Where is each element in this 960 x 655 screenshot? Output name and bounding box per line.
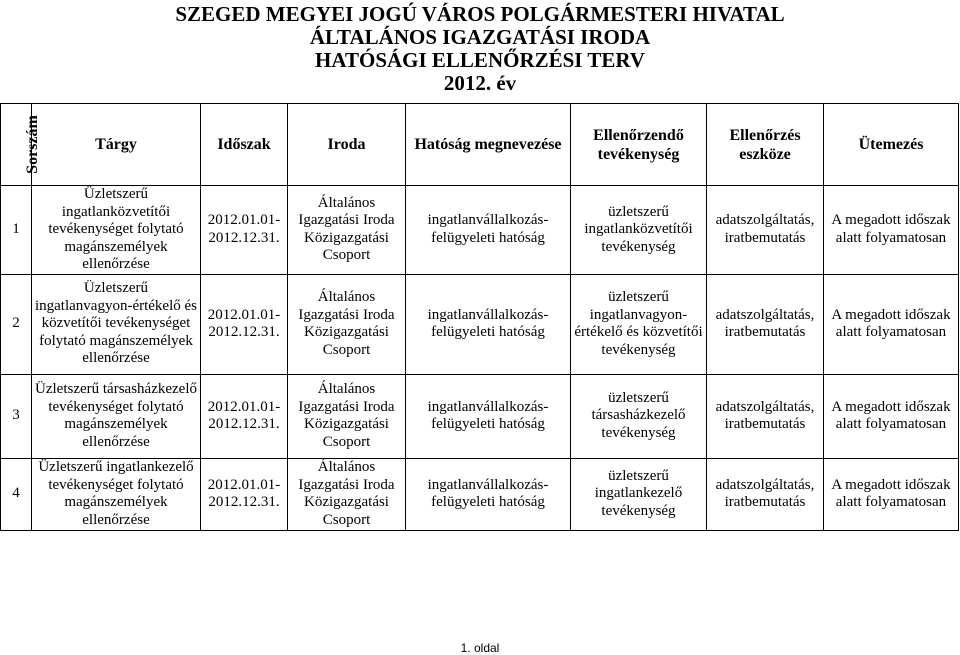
col-header-idoszak: Időszak bbox=[201, 104, 288, 186]
col-header-hatosag: Hatóság megnevezése bbox=[406, 104, 571, 186]
row-number: 2 bbox=[1, 274, 32, 374]
cell-utemezes: A megadott időszak alatt folyamatosan bbox=[824, 274, 959, 374]
table-row bbox=[1, 274, 959, 374]
cell-utemezes: A megadott időszak alatt folyamatosan bbox=[824, 186, 959, 275]
cell-iroda: Általános Igazgatási Iroda Közigazgatási Csoport bbox=[288, 458, 406, 530]
col-header-utemezes: Ütemezés bbox=[824, 104, 959, 186]
table-header-row bbox=[1, 104, 959, 186]
office-title: SZEGED MEGYEI JOGÚ VÁROS POLGÁRMESTERI HIVATAL bbox=[175, 2, 785, 26]
cell-tevekenyseg: üzletszerű társasházkezelő tevékenység bbox=[571, 374, 707, 458]
cell-idoszak: 2012.01.01-2012.12.31. bbox=[201, 458, 288, 530]
cell-iroda: Általános Igazgatási Iroda Közigazgatási Csoport bbox=[288, 186, 406, 275]
cell-idoszak: 2012.01.01-2012.12.31. bbox=[201, 374, 288, 458]
cell-eszkoze: adatszolgáltatás, iratbemutatás bbox=[707, 186, 824, 275]
table-row bbox=[1, 458, 959, 530]
col-header-tevekenyseg: Ellenőrzendő tevékenység bbox=[571, 104, 707, 186]
department-title: ÁLTALÁNOS IGAZGATÁSI IRODA bbox=[309, 25, 651, 49]
cell-tevekenyseg: üzletszerű ingatlanközvetítői tevékenység bbox=[571, 186, 707, 275]
plan-year: 2012. év bbox=[443, 71, 517, 95]
cell-utemezes: A megadott időszak alatt folyamatosan bbox=[824, 374, 959, 458]
cell-tevekenyseg: üzletszerű ingatlanvagyon-értékelő és közvetítői tevékenység bbox=[571, 274, 707, 374]
cell-iroda: Általános Igazgatási Iroda Közigazgatási Csoport bbox=[288, 274, 406, 374]
table-row bbox=[1, 186, 959, 275]
cell-hatosag: ingatlanvállalkozás-felügyeleti hatóság bbox=[406, 186, 571, 275]
row-number: 3 bbox=[1, 374, 32, 458]
cell-utemezes: A megadott időszak alatt folyamatosan bbox=[824, 458, 959, 530]
cell-targy: Üzletszerű ingatlankezelő tevékenységet folytató magánszemélyek ellenőrzése bbox=[32, 458, 201, 530]
cell-eszkoze: adatszolgáltatás, iratbemutatás bbox=[707, 374, 824, 458]
cell-iroda: Általános Igazgatási Iroda Közigazgatási Csoport bbox=[288, 374, 406, 458]
cell-targy: Üzletszerű ingatlanközvetítői tevékenységet folytató magánszemélyek ellenőrzése bbox=[32, 186, 201, 275]
col-header-iroda: Iroda bbox=[288, 104, 406, 186]
cell-idoszak: 2012.01.01-2012.12.31. bbox=[201, 186, 288, 275]
inspection-plan-table bbox=[0, 103, 959, 531]
table-row bbox=[1, 374, 959, 458]
col-header-sorszam: Sorszám bbox=[1, 104, 32, 186]
cell-eszkoze: adatszolgáltatás, iratbemutatás bbox=[707, 458, 824, 530]
cell-targy: Üzletszerű ingatlanvagyon-értékelő és közvetítői tevékenységet folytató magánszemélyek ellenőrzése bbox=[32, 274, 201, 374]
col-header-targy: Tárgy bbox=[32, 104, 201, 186]
cell-idoszak: 2012.01.01-2012.12.31. bbox=[201, 274, 288, 374]
row-number: 4 bbox=[1, 458, 32, 530]
cell-hatosag: ingatlanvállalkozás-felügyeleti hatóság bbox=[406, 374, 571, 458]
cell-hatosag: ingatlanvállalkozás-felügyeleti hatóság bbox=[406, 458, 571, 530]
row-number: 1 bbox=[1, 186, 32, 275]
col-header-eszkoze: Ellenőrzés eszköze bbox=[707, 104, 824, 186]
cell-hatosag: ingatlanvállalkozás-felügyeleti hatóság bbox=[406, 274, 571, 374]
cell-eszkoze: adatszolgáltatás, iratbemutatás bbox=[707, 274, 824, 374]
page-number: 1. oldal bbox=[460, 641, 500, 655]
plan-title: HATÓSÁGI ELLENŐRZÉSI TERV bbox=[315, 48, 645, 72]
cell-tevekenyseg: üzletszerű ingatlankezelő tevékenység bbox=[571, 458, 707, 530]
cell-targy: Üzletszerű társasházkezelő tevékenységet folytató magánszemélyek ellenőrzése bbox=[32, 374, 201, 458]
